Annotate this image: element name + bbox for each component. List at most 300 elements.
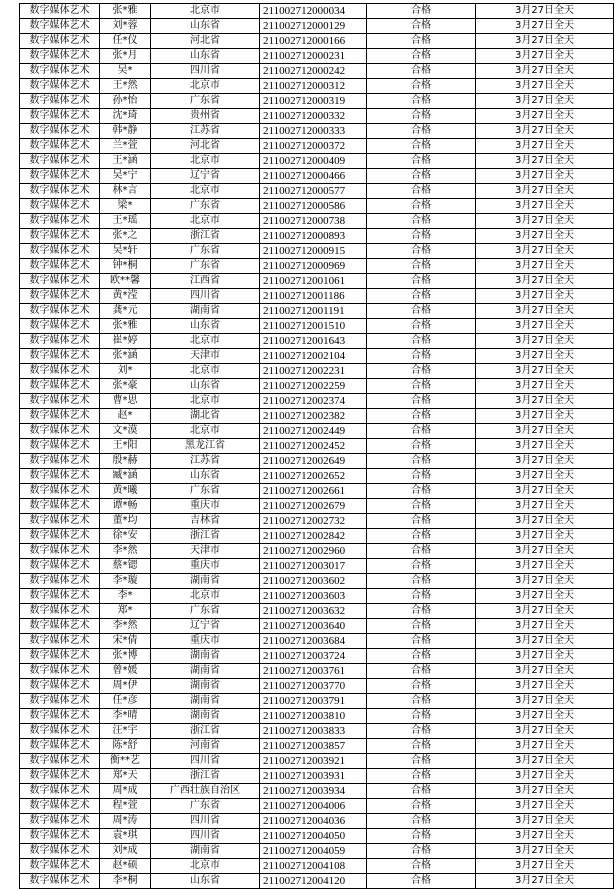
result-cell: 合格	[367, 424, 476, 439]
date-cell: 3月27日全天	[476, 439, 614, 454]
province-cell: 北京市	[151, 184, 260, 199]
table-row	[20, 694, 614, 709]
major-cell: 数字媒体艺术	[20, 844, 100, 859]
candidate-id-cell: 211002712004036	[260, 814, 367, 829]
major-cell: 数字媒体艺术	[20, 544, 100, 559]
province-cell: 广东省	[151, 259, 260, 274]
province-cell: 山东省	[151, 469, 260, 484]
table-row	[20, 49, 614, 64]
result-cell: 合格	[367, 49, 476, 64]
major-cell: 数字媒体艺术	[20, 559, 100, 574]
name-cell: 黄*曦	[100, 484, 151, 499]
date-cell: 3月27日全天	[476, 874, 614, 889]
result-cell: 合格	[367, 679, 476, 694]
province-cell: 重庆市	[151, 499, 260, 514]
result-cell: 合格	[367, 694, 476, 709]
candidate-id-cell: 211002712000231	[260, 49, 367, 64]
date-cell: 3月27日全天	[476, 649, 614, 664]
name-cell: 郑*天	[100, 769, 151, 784]
results-table	[19, 3, 614, 889]
result-cell: 合格	[367, 664, 476, 679]
result-cell: 合格	[367, 304, 476, 319]
province-cell: 河南省	[151, 739, 260, 754]
date-cell: 3月27日全天	[476, 304, 614, 319]
candidate-id-cell: 211002712001643	[260, 334, 367, 349]
province-cell: 山东省	[151, 49, 260, 64]
date-cell: 3月27日全天	[476, 154, 614, 169]
date-cell: 3月27日全天	[476, 4, 614, 19]
date-cell: 3月27日全天	[476, 769, 614, 784]
result-cell: 合格	[367, 94, 476, 109]
province-cell: 山东省	[151, 319, 260, 334]
table-row	[20, 424, 614, 439]
table-row	[20, 559, 614, 574]
result-cell: 合格	[367, 454, 476, 469]
name-cell: 张*雅	[100, 319, 151, 334]
name-cell: 汪*宇	[100, 724, 151, 739]
candidate-id-cell: 211002712003770	[260, 679, 367, 694]
major-cell: 数字媒体艺术	[20, 694, 100, 709]
result-cell: 合格	[367, 109, 476, 124]
candidate-id-cell: 211002712004006	[260, 799, 367, 814]
table-row	[20, 94, 614, 109]
date-cell: 3月27日全天	[476, 664, 614, 679]
result-cell: 合格	[367, 244, 476, 259]
date-cell: 3月27日全天	[476, 559, 614, 574]
result-cell: 合格	[367, 754, 476, 769]
candidate-id-cell: 211002712002732	[260, 514, 367, 529]
result-cell: 合格	[367, 844, 476, 859]
name-cell: 赵*硕	[100, 859, 151, 874]
candidate-id-cell: 211002712002661	[260, 484, 367, 499]
province-cell: 浙江省	[151, 529, 260, 544]
date-cell: 3月27日全天	[476, 379, 614, 394]
name-cell: 孙*怡	[100, 94, 151, 109]
table-row	[20, 19, 614, 34]
name-cell: 张*豪	[100, 379, 151, 394]
province-cell: 山东省	[151, 19, 260, 34]
date-cell: 3月27日全天	[476, 634, 614, 649]
date-cell: 3月27日全天	[476, 859, 614, 874]
name-cell: 徐*安	[100, 529, 151, 544]
result-cell: 合格	[367, 814, 476, 829]
name-cell: 王*然	[100, 79, 151, 94]
result-cell: 合格	[367, 169, 476, 184]
table-row	[20, 649, 614, 664]
table-row	[20, 274, 614, 289]
result-cell: 合格	[367, 394, 476, 409]
candidate-id-cell: 211002712003602	[260, 574, 367, 589]
candidate-id-cell: 211002712000312	[260, 79, 367, 94]
name-cell: 张*博	[100, 649, 151, 664]
result-cell: 合格	[367, 274, 476, 289]
province-cell: 江西省	[151, 274, 260, 289]
table-row	[20, 244, 614, 259]
table-row	[20, 454, 614, 469]
province-cell: 河北省	[151, 139, 260, 154]
candidate-id-cell: 211002712000333	[260, 124, 367, 139]
table-row	[20, 79, 614, 94]
name-cell: 王*阳	[100, 439, 151, 454]
date-cell: 3月27日全天	[476, 334, 614, 349]
name-cell: 文*漠	[100, 424, 151, 439]
name-cell: 李*桐	[100, 874, 151, 889]
province-cell: 广东省	[151, 199, 260, 214]
date-cell: 3月27日全天	[476, 184, 614, 199]
table-row	[20, 379, 614, 394]
table-row	[20, 544, 614, 559]
major-cell: 数字媒体艺术	[20, 319, 100, 334]
result-cell: 合格	[367, 649, 476, 664]
date-cell: 3月27日全天	[476, 64, 614, 79]
candidate-id-cell: 211002712002104	[260, 349, 367, 364]
table-row	[20, 814, 614, 829]
name-cell: 臧*涵	[100, 469, 151, 484]
result-cell: 合格	[367, 214, 476, 229]
date-cell: 3月27日全天	[476, 19, 614, 34]
province-cell: 天津市	[151, 349, 260, 364]
candidate-id-cell: 211002712001510	[260, 319, 367, 334]
name-cell: 周*伊	[100, 679, 151, 694]
province-cell: 四川省	[151, 814, 260, 829]
result-cell: 合格	[367, 364, 476, 379]
name-cell: 刘*成	[100, 844, 151, 859]
major-cell: 数字媒体艺术	[20, 64, 100, 79]
name-cell: 衡**艺	[100, 754, 151, 769]
date-cell: 3月27日全天	[476, 259, 614, 274]
result-cell: 合格	[367, 184, 476, 199]
name-cell: 谭*畅	[100, 499, 151, 514]
major-cell: 数字媒体艺术	[20, 634, 100, 649]
name-cell: 梁*	[100, 199, 151, 214]
date-cell: 3月27日全天	[476, 739, 614, 754]
province-cell: 山东省	[151, 874, 260, 889]
major-cell: 数字媒体艺术	[20, 454, 100, 469]
province-cell: 四川省	[151, 829, 260, 844]
candidate-id-cell: 211002712000738	[260, 214, 367, 229]
major-cell: 数字媒体艺术	[20, 19, 100, 34]
name-cell: 曾*媛	[100, 664, 151, 679]
province-cell: 广西壮族自治区	[151, 784, 260, 799]
candidate-id-cell: 211002712002259	[260, 379, 367, 394]
result-cell: 合格	[367, 739, 476, 754]
major-cell: 数字媒体艺术	[20, 184, 100, 199]
major-cell: 数字媒体艺术	[20, 274, 100, 289]
candidate-id-cell: 211002712002452	[260, 439, 367, 454]
table-row	[20, 589, 614, 604]
major-cell: 数字媒体艺术	[20, 94, 100, 109]
province-cell: 湖南省	[151, 664, 260, 679]
result-cell: 合格	[367, 559, 476, 574]
major-cell: 数字媒体艺术	[20, 394, 100, 409]
major-cell: 数字媒体艺术	[20, 574, 100, 589]
table-row	[20, 844, 614, 859]
date-cell: 3月27日全天	[476, 694, 614, 709]
result-cell: 合格	[367, 544, 476, 559]
result-cell: 合格	[367, 589, 476, 604]
major-cell: 数字媒体艺术	[20, 829, 100, 844]
table-row	[20, 154, 614, 169]
table-row	[20, 214, 614, 229]
major-cell: 数字媒体艺术	[20, 514, 100, 529]
candidate-id-cell: 211002712003857	[260, 739, 367, 754]
candidate-id-cell: 211002712000586	[260, 199, 367, 214]
result-cell: 合格	[367, 724, 476, 739]
table-row	[20, 469, 614, 484]
table-row	[20, 499, 614, 514]
name-cell: 蔡*锶	[100, 559, 151, 574]
name-cell: 吴*	[100, 64, 151, 79]
date-cell: 3月27日全天	[476, 394, 614, 409]
result-cell: 合格	[367, 484, 476, 499]
name-cell: 龚*元	[100, 304, 151, 319]
candidate-id-cell: 211002712003017	[260, 559, 367, 574]
candidate-id-cell: 211002712003810	[260, 709, 367, 724]
candidate-id-cell: 211002712001061	[260, 274, 367, 289]
results-table-body	[20, 4, 614, 889]
table-row	[20, 64, 614, 79]
province-cell: 山东省	[151, 379, 260, 394]
name-cell: 王*瑶	[100, 214, 151, 229]
major-cell: 数字媒体艺术	[20, 259, 100, 274]
result-cell: 合格	[367, 799, 476, 814]
name-cell: 董*均	[100, 514, 151, 529]
table-row	[20, 334, 614, 349]
candidate-id-cell: 211002712003724	[260, 649, 367, 664]
name-cell: 黄*滢	[100, 289, 151, 304]
candidate-id-cell: 211002712002231	[260, 364, 367, 379]
candidate-id-cell: 211002712000969	[260, 259, 367, 274]
date-cell: 3月27日全天	[476, 469, 614, 484]
date-cell: 3月27日全天	[476, 604, 614, 619]
result-cell: 合格	[367, 874, 476, 889]
major-cell: 数字媒体艺术	[20, 214, 100, 229]
date-cell: 3月27日全天	[476, 364, 614, 379]
candidate-id-cell: 211002712000129	[260, 19, 367, 34]
date-cell: 3月27日全天	[476, 349, 614, 364]
result-cell: 合格	[367, 199, 476, 214]
date-cell: 3月27日全天	[476, 319, 614, 334]
date-cell: 3月27日全天	[476, 844, 614, 859]
candidate-id-cell: 211002712003640	[260, 619, 367, 634]
candidate-id-cell: 211002712000577	[260, 184, 367, 199]
name-cell: 钟*桐	[100, 259, 151, 274]
province-cell: 北京市	[151, 79, 260, 94]
result-cell: 合格	[367, 619, 476, 634]
province-cell: 辽宁省	[151, 619, 260, 634]
candidate-id-cell: 211002712001186	[260, 289, 367, 304]
province-cell: 湖南省	[151, 679, 260, 694]
result-cell: 合格	[367, 4, 476, 19]
table-row	[20, 319, 614, 334]
table-row	[20, 349, 614, 364]
table-row	[20, 859, 614, 874]
result-cell: 合格	[367, 499, 476, 514]
name-cell: 李*璇	[100, 574, 151, 589]
major-cell: 数字媒体艺术	[20, 649, 100, 664]
table-row	[20, 574, 614, 589]
name-cell: 周*涛	[100, 814, 151, 829]
candidate-id-cell: 211002712004108	[260, 859, 367, 874]
major-cell: 数字媒体艺术	[20, 124, 100, 139]
table-row	[20, 169, 614, 184]
major-cell: 数字媒体艺术	[20, 169, 100, 184]
table-row	[20, 754, 614, 769]
province-cell: 湖南省	[151, 304, 260, 319]
name-cell: 李*然	[100, 619, 151, 634]
major-cell: 数字媒体艺术	[20, 604, 100, 619]
major-cell: 数字媒体艺术	[20, 619, 100, 634]
province-cell: 浙江省	[151, 724, 260, 739]
major-cell: 数字媒体艺术	[20, 244, 100, 259]
major-cell: 数字媒体艺术	[20, 784, 100, 799]
major-cell: 数字媒体艺术	[20, 379, 100, 394]
table-row	[20, 139, 614, 154]
table-row	[20, 799, 614, 814]
province-cell: 河北省	[151, 34, 260, 49]
province-cell: 江苏省	[151, 454, 260, 469]
result-cell: 合格	[367, 259, 476, 274]
candidate-id-cell: 211002712000319	[260, 94, 367, 109]
date-cell: 3月27日全天	[476, 724, 614, 739]
candidate-id-cell: 211002712000893	[260, 229, 367, 244]
name-cell: 沈*琦	[100, 109, 151, 124]
name-cell: 吴*宁	[100, 169, 151, 184]
candidate-id-cell: 211002712003684	[260, 634, 367, 649]
candidate-id-cell: 211002712000372	[260, 139, 367, 154]
province-cell: 广东省	[151, 244, 260, 259]
result-cell: 合格	[367, 439, 476, 454]
result-cell: 合格	[367, 409, 476, 424]
date-cell: 3月27日全天	[476, 709, 614, 724]
date-cell: 3月27日全天	[476, 529, 614, 544]
major-cell: 数字媒体艺术	[20, 799, 100, 814]
major-cell: 数字媒体艺术	[20, 424, 100, 439]
table-row	[20, 364, 614, 379]
province-cell: 四川省	[151, 64, 260, 79]
date-cell: 3月27日全天	[476, 499, 614, 514]
date-cell: 3月27日全天	[476, 424, 614, 439]
result-cell: 合格	[367, 859, 476, 874]
major-cell: 数字媒体艺术	[20, 109, 100, 124]
province-cell: 天津市	[151, 544, 260, 559]
date-cell: 3月27日全天	[476, 484, 614, 499]
candidate-id-cell: 211002712000166	[260, 34, 367, 49]
major-cell: 数字媒体艺术	[20, 289, 100, 304]
result-cell: 合格	[367, 769, 476, 784]
candidate-id-cell: 211002712003934	[260, 784, 367, 799]
major-cell: 数字媒体艺术	[20, 409, 100, 424]
candidate-id-cell: 211002712004050	[260, 829, 367, 844]
name-cell: 韩*静	[100, 124, 151, 139]
result-cell: 合格	[367, 829, 476, 844]
table-row	[20, 784, 614, 799]
date-cell: 3月27日全天	[476, 109, 614, 124]
candidate-id-cell: 211002712002679	[260, 499, 367, 514]
major-cell: 数字媒体艺术	[20, 199, 100, 214]
candidate-id-cell: 211002712003791	[260, 694, 367, 709]
candidate-id-cell: 211002712001191	[260, 304, 367, 319]
province-cell: 湖北省	[151, 409, 260, 424]
table-row	[20, 739, 614, 754]
province-cell: 浙江省	[151, 769, 260, 784]
result-cell: 合格	[367, 709, 476, 724]
result-cell: 合格	[367, 79, 476, 94]
table-row	[20, 4, 614, 19]
candidate-id-cell: 211002712003833	[260, 724, 367, 739]
major-cell: 数字媒体艺术	[20, 364, 100, 379]
name-cell: 兰*萱	[100, 139, 151, 154]
date-cell: 3月27日全天	[476, 799, 614, 814]
major-cell: 数字媒体艺术	[20, 859, 100, 874]
candidate-id-cell: 211002712003921	[260, 754, 367, 769]
major-cell: 数字媒体艺术	[20, 469, 100, 484]
date-cell: 3月27日全天	[476, 814, 614, 829]
date-cell: 3月27日全天	[476, 169, 614, 184]
major-cell: 数字媒体艺术	[20, 4, 100, 19]
table-row	[20, 34, 614, 49]
name-cell: 程*萱	[100, 799, 151, 814]
name-cell: 周*成	[100, 784, 151, 799]
candidate-id-cell: 211002712002449	[260, 424, 367, 439]
result-cell: 合格	[367, 34, 476, 49]
table-row	[20, 874, 614, 889]
name-cell: 殷*赫	[100, 454, 151, 469]
table-row	[20, 664, 614, 679]
candidate-id-cell: 211002712000409	[260, 154, 367, 169]
table-row	[20, 829, 614, 844]
table-row	[20, 709, 614, 724]
table-row	[20, 109, 614, 124]
name-cell: 李*	[100, 589, 151, 604]
result-cell: 合格	[367, 154, 476, 169]
table-row	[20, 124, 614, 139]
date-cell: 3月27日全天	[476, 199, 614, 214]
province-cell: 北京市	[151, 589, 260, 604]
date-cell: 3月27日全天	[476, 574, 614, 589]
date-cell: 3月27日全天	[476, 589, 614, 604]
candidate-id-cell: 211002712002374	[260, 394, 367, 409]
province-cell: 北京市	[151, 394, 260, 409]
major-cell: 数字媒体艺术	[20, 139, 100, 154]
major-cell: 数字媒体艺术	[20, 724, 100, 739]
date-cell: 3月27日全天	[476, 409, 614, 424]
candidate-id-cell: 211002712002960	[260, 544, 367, 559]
table-row	[20, 439, 614, 454]
major-cell: 数字媒体艺术	[20, 484, 100, 499]
date-cell: 3月27日全天	[476, 79, 614, 94]
major-cell: 数字媒体艺术	[20, 589, 100, 604]
candidate-id-cell: 211002712000332	[260, 109, 367, 124]
date-cell: 3月27日全天	[476, 94, 614, 109]
name-cell: 李*晴	[100, 709, 151, 724]
province-cell: 广东省	[151, 799, 260, 814]
name-cell: 郑*	[100, 604, 151, 619]
result-cell: 合格	[367, 19, 476, 34]
major-cell: 数字媒体艺术	[20, 529, 100, 544]
province-cell: 广东省	[151, 604, 260, 619]
province-cell: 北京市	[151, 214, 260, 229]
candidate-id-cell: 211002712000466	[260, 169, 367, 184]
province-cell: 北京市	[151, 424, 260, 439]
major-cell: 数字媒体艺术	[20, 154, 100, 169]
result-cell: 合格	[367, 289, 476, 304]
candidate-id-cell: 211002712002649	[260, 454, 367, 469]
candidate-id-cell: 211002712000915	[260, 244, 367, 259]
name-cell: 任*仪	[100, 34, 151, 49]
table-row	[20, 409, 614, 424]
table-row	[20, 229, 614, 244]
